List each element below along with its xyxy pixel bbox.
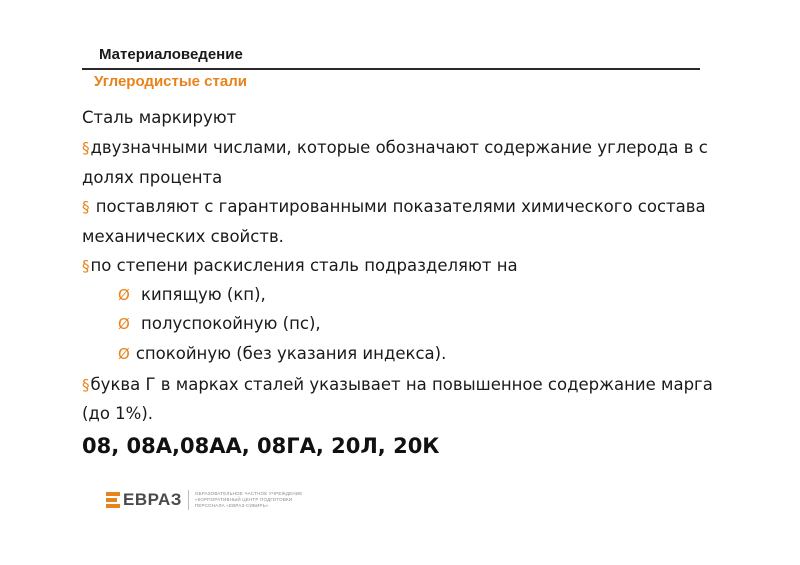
section-sign-icon: § — [82, 257, 90, 275]
sub-item-2 — [118, 314, 321, 333]
intro-text: Сталь маркируют — [82, 108, 237, 127]
page-title: Материаловедение — [99, 46, 243, 63]
logo-wordmark: ЕВРАЗ — [123, 490, 182, 509]
sub-item-1 — [118, 285, 266, 304]
bullet-item-4 — [82, 375, 713, 394]
bullet-item-1-text: двузначными числами, которые обозначают содержание углерода в с — [90, 138, 708, 157]
sub-item-2-text: полуспокойную (пс), — [135, 314, 321, 333]
header-divider — [82, 68, 700, 70]
section-sign-icon: § — [82, 198, 90, 216]
sub-item-1-text: кипящую (кп), — [135, 285, 266, 304]
empty-set-bullet-icon: Ø — [118, 315, 130, 333]
empty-set-bullet-icon: Ø — [118, 345, 130, 363]
bullet-item-3 — [82, 256, 518, 275]
section-sign-icon: § — [82, 376, 90, 394]
logo-caption-line: ПЕРСОНАЛА «ЕВРАЗ-СИБИРЬ» — [194, 503, 269, 508]
bullet-item-1-continuation: долях процента — [82, 168, 223, 187]
bullet-item-1 — [82, 138, 708, 157]
sub-item-3-text: спокойную (без указания индекса). — [135, 344, 447, 363]
empty-set-bullet-icon: Ø — [118, 286, 130, 304]
bullet-item-2-continuation: механических свойств. — [82, 227, 284, 246]
section-sign-icon: § — [82, 139, 90, 157]
footer-logo — [106, 490, 302, 510]
steel-grade-examples: 08, 08А,08АА, 08ГА, 20Л, 20К — [82, 434, 440, 458]
bullet-item-3-text: по степени раскисления сталь подразделяют на — [90, 256, 518, 275]
logo-caption-line: «КОРПОРАТИВНЫЙ ЦЕНТР ПОДГОТОВКИ — [194, 497, 293, 502]
logo-caption — [195, 491, 303, 509]
bullet-item-2-text: поставляют с гарантированными показателями химического состава — [90, 197, 706, 216]
section-subtitle: Углеродистые стали — [94, 73, 247, 90]
bullet-item-4-continuation: (до 1%). — [82, 404, 154, 423]
bullet-item-4-text: буква Г в марках сталей указывает на повышенное содержание марга — [90, 375, 713, 394]
evraz-logo-icon — [106, 492, 120, 508]
sub-item-3 — [118, 344, 446, 363]
bullet-item-2 — [82, 197, 706, 216]
logo-divider — [188, 490, 189, 510]
logo-caption-line: ОБРАЗОВАТЕЛЬНОЕ ЧАСТНОЕ УЧРЕЖДЕНИЕ — [194, 491, 303, 496]
